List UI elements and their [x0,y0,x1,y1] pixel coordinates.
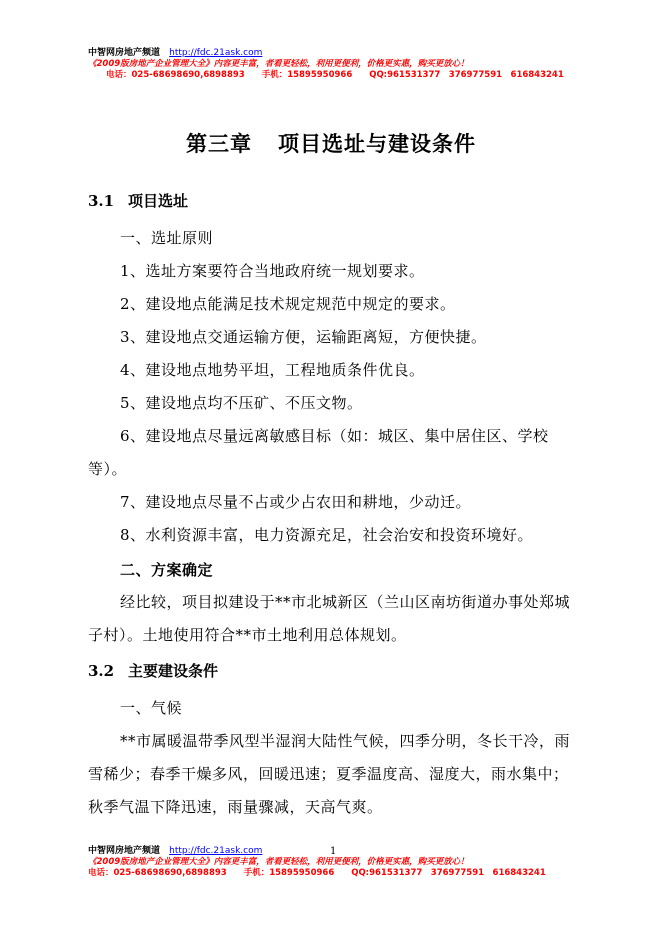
section-number: 3.2 [88,662,115,680]
header-promo: 《2009版房地产企业管理大全》内容更丰富，者看更轻松，利用更便利，价格更实惠，购买更放心！ [88,59,469,69]
chapter-number: 第三章 [186,131,252,156]
site-decision-paragraph: 经比较，项目拟建设于**市北城新区（兰山区南坊街道办事处郑城子村）。土地使用符合**市土地利用总体规划。 [88,593,571,644]
page-header [88,48,578,81]
footer-qq: QQ:961531377 376977591 616843241 [351,868,546,878]
conditions-heading-climate: 一、气候 [120,699,183,717]
footer-promo: 《2009版房地产企业管理大全》内容更丰富，者看更轻松，利用更便利，价格更实惠，购买更放心！ [88,857,469,867]
header-phone: 电话：025-68698690,6898893 [106,70,245,80]
footer-channel-line [88,846,560,857]
section-number: 3.1 [88,192,115,210]
header-mobile: 手机：15895950966 [261,70,353,80]
footer-link[interactable]: http://fdc.21ask.com [169,846,263,856]
site-item-6: 6、建设地点尽量远离敏感目标（如：城区、集中居住区、学校等）。 [88,427,549,478]
section-title: 主要建设条件 [128,662,219,680]
site-item-7: 7、建设地点尽量不占或少占农田和耕地，少动迁。 [120,493,472,511]
site-item-5: 5、建设地点均不压矿、不压文物。 [120,394,363,412]
section-heading-3-1 [88,190,188,211]
section-heading-3-2 [88,660,218,681]
section-title: 项目选址 [128,192,189,210]
site-item-4: 4、建设地点地势平坦，工程地质条件优良。 [120,361,425,379]
footer-contact [88,868,560,879]
site-item-2: 2、建设地点能满足技术规定规范中规定的要求。 [120,295,456,313]
site-item-3: 3、建设地点交通运输方便，运输距离短，方便快捷。 [120,328,487,346]
chapter-name: 项目选址与建设条件 [278,131,476,156]
site-item-8: 8、水利资源丰富，电力资源充足，社会治安和投资环境好。 [120,526,534,544]
header-contact [88,70,578,81]
footer-channel: 中智网房地产频道 [88,846,161,856]
site-heading-decision: 二、方案确定 [120,561,214,579]
site-heading-principles: 一、选址原则 [120,229,214,247]
header-channel: 中智网房地产频道 [88,48,161,58]
climate-paragraph: **市属暖温带季风型半湿润大陆性气候，四季分明，冬长干冷，雨雪稀少；春季干燥多风，回暖迅速；夏季温度高、湿度大，雨水集中；秋季气温下降迅速，雨量骤减，天高气爽。 [88,732,571,816]
footer-phone: 电话：025-68698690,6898893 [88,868,227,878]
footer-mobile: 手机：15895950966 [243,868,335,878]
page-footer [88,846,560,879]
page-number: 1 [330,846,337,857]
site-item-1: 1、选址方案要符合当地政府统一规划要求。 [120,262,425,280]
header-link[interactable]: http://fdc.21ask.com [169,48,263,58]
header-channel-line [88,48,578,59]
header-qq: QQ:961531377 376977591 616843241 [369,70,564,80]
chapter-title [0,128,662,158]
